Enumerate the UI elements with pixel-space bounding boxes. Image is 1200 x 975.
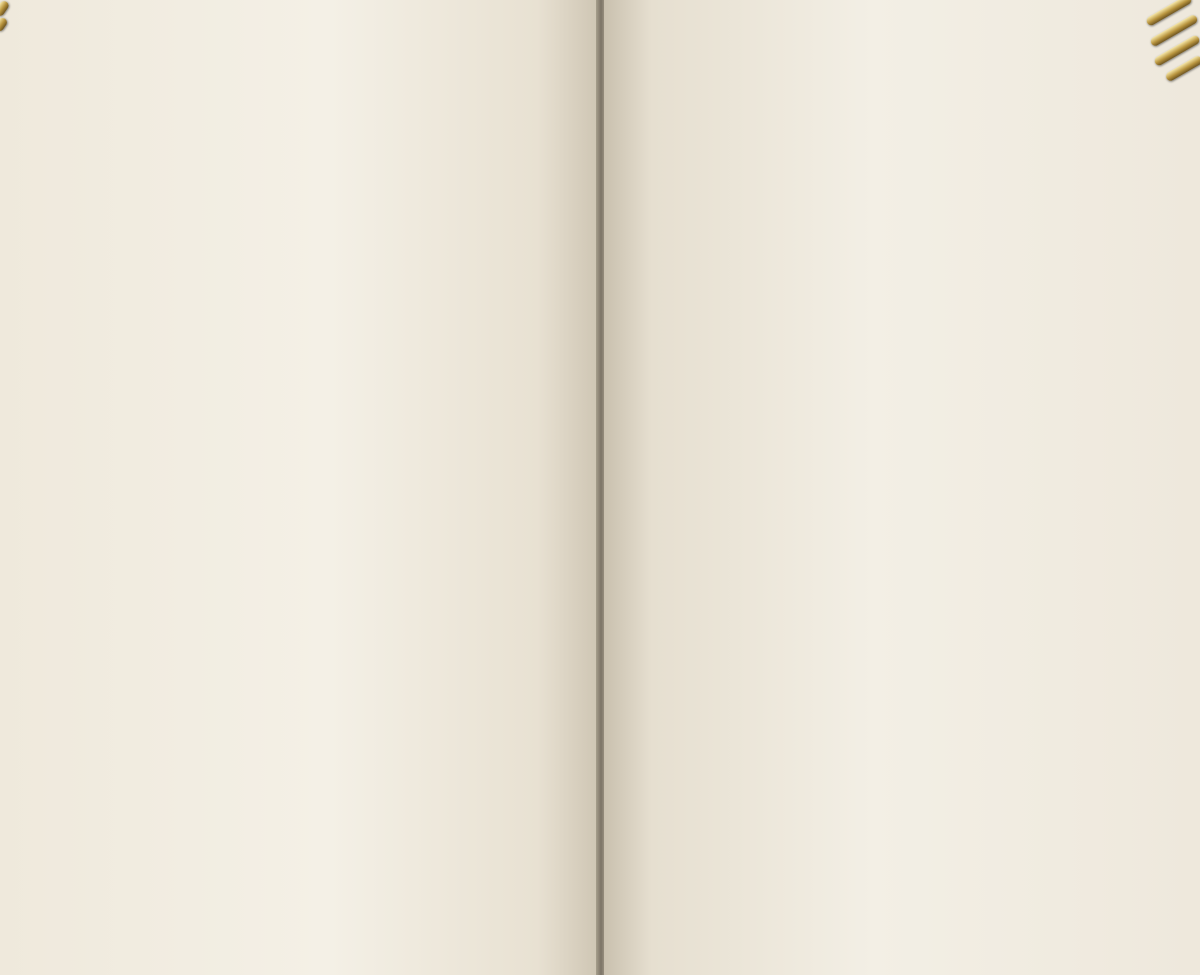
spiral-binding-right — [1140, 0, 1200, 80]
spiral-binding-left — [0, 0, 54, 80]
left-page — [0, 0, 598, 975]
right-page — [604, 0, 1200, 975]
